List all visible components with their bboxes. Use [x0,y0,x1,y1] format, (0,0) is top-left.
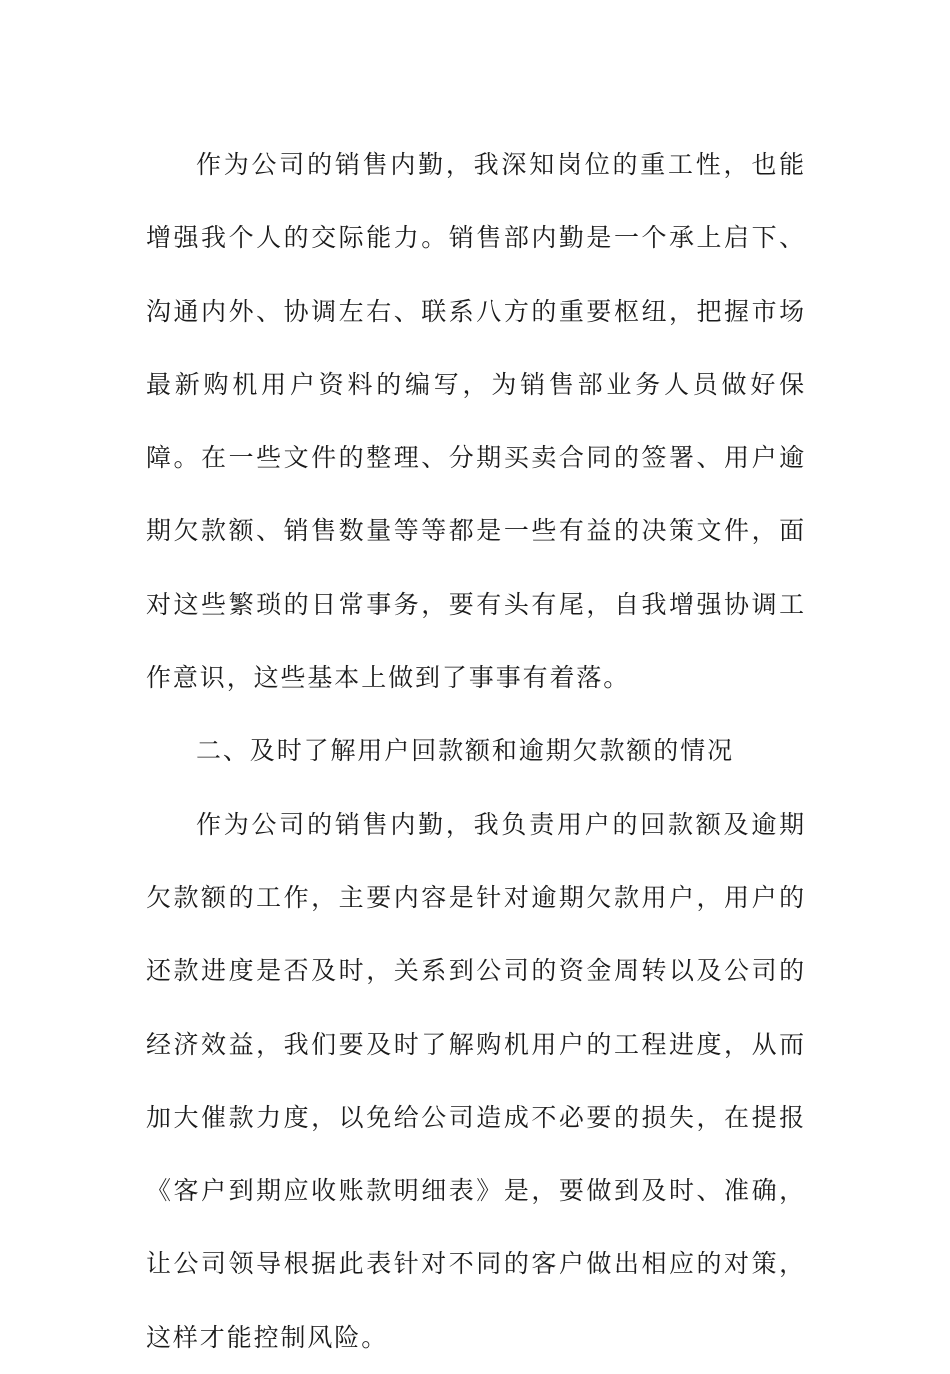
body-paragraph: 作为公司的销售内勤，我负责用户的回款额及逾期欠款额的工作，主要内容是针对逾期欠款用户，用户的还款进度是否及时，关系到公司的资金周转以及公司的经济效益，我们要及时了解购机用户的工程进度，从而加大催款力度，以免给公司造成不必要的损失，在提报《客户到期应收账款明细表》是，要做到及时、准确，让公司领导根据此表针对不同的客户做出相应的对策，这样才能控制风险。 [146,809,806,1352]
body-paragraph: 作为公司的销售内勤，我深知岗位的重工性，也能增强我个人的交际能力。销售部内勤是一个承上启下、沟通内外、协调左右、联系八方的重要枢纽，把握市场最新购机用户资料的编写，为销售部业务人员做好保障。在一些文件的整理、分期买卖合同的签署、用户逾期欠款额、销售数量等等都是一些有益的决策文件，面对这些繁琐的日常事务，要有头有尾，自我增强协调工作意识，这些基本上做到了事事有着落。 [146,150,806,693]
document-body [146,128,806,1374]
section-heading: 二、及时了解用户回款额和逾期欠款额的情况 [196,736,735,766]
